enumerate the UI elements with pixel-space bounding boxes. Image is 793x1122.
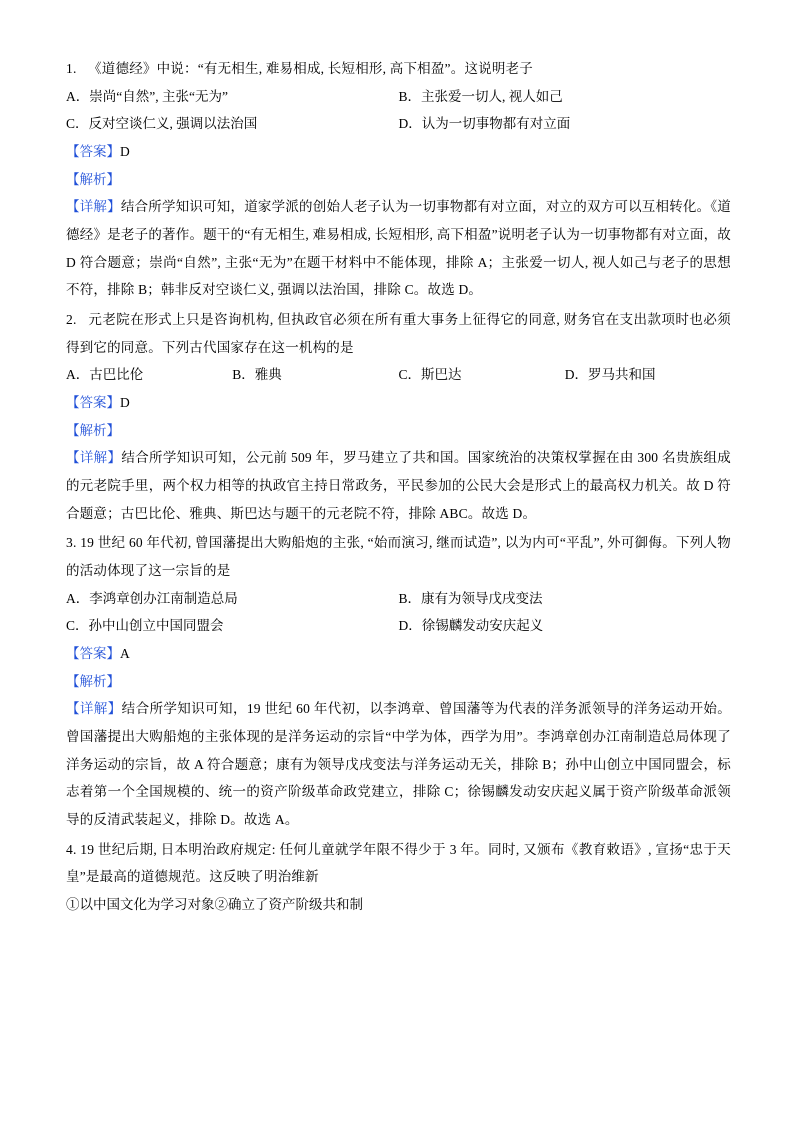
question-stem-1 [66, 55, 731, 83]
question-block-4 [66, 836, 731, 919]
option-1-d[interactable]: D．认为一切事物都有对立面 [398, 116, 571, 132]
question-stem-4 [66, 836, 731, 891]
detail-text-2: 结合所学知识可知，公元前 509 年，罗马建立了共和国。国家统治的决策权掌握在由 300 名贵族组成的元老院手里，两个权力相等的执政官主持日常政务，平民参加的公民大会是形式上的最高权力机关。故 D 符合题意；古巴比伦、雅典、斯巴达与题干的元老院不符，排除 ABC。故选 D。 [66, 450, 731, 521]
detail-text-1: 结合所学知识可知，道家学派的创始人老子认为一切事物都有对立面，对立的双方可以互相转化。《道德经》是老子的著作。题干的“有无相生, 难易相成, 长短相形, 高下相盈”说明老子认为一切事物都有对立面，故 D 符合题意；崇尚“自然”, 主张“无为”在题干材料中不能体现，排除 A；主张爱一切人, 视人如己与老子的思想不符，排除 B；韩非反对空谈仁义, 强调以法治国，排除 C。故选 D。 [66, 199, 731, 298]
question-text-1: 《道德经》中说：“有无相生, 难易相成, 长短相形, 高下相盈”。这说明老子 [88, 61, 533, 76]
options-1 [66, 83, 731, 138]
question-block-1 [66, 55, 731, 304]
options-3 [66, 585, 731, 640]
analysis-label-3: 【解析】 [66, 673, 120, 689]
question-text-4: 19 世纪后期, 日本明治政府规定: 任何儿童就学年限不得少于 3 年。同时, 又颁布《教育敕语》, 宣扬“忠于天皇”是最高的道德规范。这反映了明治维新 [66, 841, 731, 885]
question-text-2: 元老院在形式上只是咨询机构, 但执政官必须在所有重大事务上征得它的同意, 财务官在支出款项时也必须得到它的同意。下列古代国家存在这一机构的是 [66, 312, 731, 355]
answer-line-2 [66, 389, 731, 417]
option-2-d[interactable]: D．罗马共和国 [564, 367, 656, 383]
question-4-sub-items: ①以中国文化为学习对象②确立了资产阶级共和制 [66, 897, 363, 913]
detail-text-3: 结合所学知识可知，19 世纪 60 年代初，以李鸿章、曾国藩等为代表的洋务派领导的洋务运动开始。曾国藩提出大购船炮的主张体现的是洋务运动的宗旨“中学为体，西学为用”。李鸿章创办江南制造总局体现了洋务运动的宗旨，故 A 符合题意；康有为领导戊戌变法与洋务运动无关，排除 B；孙中山创立中国同盟会，标志着第一个全国规模的、统一的资产阶级革命政党建立，排除 C；徐锡麟发动安庆起义属于资产阶级革命派领导的反清武装起义，排除 D。故选 A。 [66, 701, 731, 828]
question-number-2: 2. [66, 312, 77, 328]
option-3-a[interactable]: A．李鸿章创办江南制造总局 [66, 590, 238, 606]
answer-label-1: 【答案】 [66, 144, 120, 160]
answer-value-1: D [120, 144, 130, 160]
option-2-c[interactable]: C．斯巴达 [398, 367, 462, 383]
option-3-c[interactable]: C．孙中山创立中国同盟会 [66, 618, 224, 634]
analysis-label-2: 【解析】 [66, 422, 120, 438]
answer-label-2: 【答案】 [66, 395, 120, 411]
answer-value-2: D [120, 395, 130, 411]
answer-label-3: 【答案】 [66, 646, 120, 662]
option-2-b[interactable]: B．雅典 [232, 367, 282, 383]
detail-1 [66, 193, 731, 304]
detail-label-2: 【详解】 [66, 450, 122, 466]
detail-2 [66, 444, 731, 527]
answer-line-1 [66, 138, 731, 166]
options-2 [66, 361, 731, 389]
question-stem-2 [66, 306, 731, 361]
option-2-a[interactable]: A．古巴比伦 [66, 367, 144, 383]
question-number-4: 4. [66, 841, 77, 857]
answer-line-3 [66, 640, 731, 668]
question-stem-3 [66, 529, 731, 584]
question-number-3: 3. [66, 535, 77, 551]
question-block-2 [66, 306, 731, 527]
question-text-3: 19 世纪 60 年代初, 曾国藩提出大购船炮的主张, “始而演习, 继而试造”, 以为内可“平乱”, 外可御侮。下列人物的活动体现了这一宗旨的是 [66, 535, 731, 579]
option-3-d[interactable]: D．徐锡麟发动安庆起义 [398, 618, 544, 634]
analysis-label-1: 【解析】 [66, 171, 120, 187]
question-block-3 [66, 529, 731, 833]
answer-value-3: A [120, 646, 130, 662]
option-1-b[interactable]: B．主张爱一切人, 视人如己 [398, 88, 563, 104]
option-1-c[interactable]: C．反对空谈仁义, 强调以法治国 [66, 116, 258, 132]
option-1-a[interactable]: A．崇尚“自然”, 主张“无为” [66, 88, 228, 104]
question-number-1: 1. [66, 61, 77, 76]
detail-label-1: 【详解】 [66, 199, 121, 215]
detail-3 [66, 695, 731, 833]
option-3-b[interactable]: B．康有为领导戊戌变法 [398, 590, 543, 606]
detail-label-3: 【详解】 [66, 701, 122, 717]
